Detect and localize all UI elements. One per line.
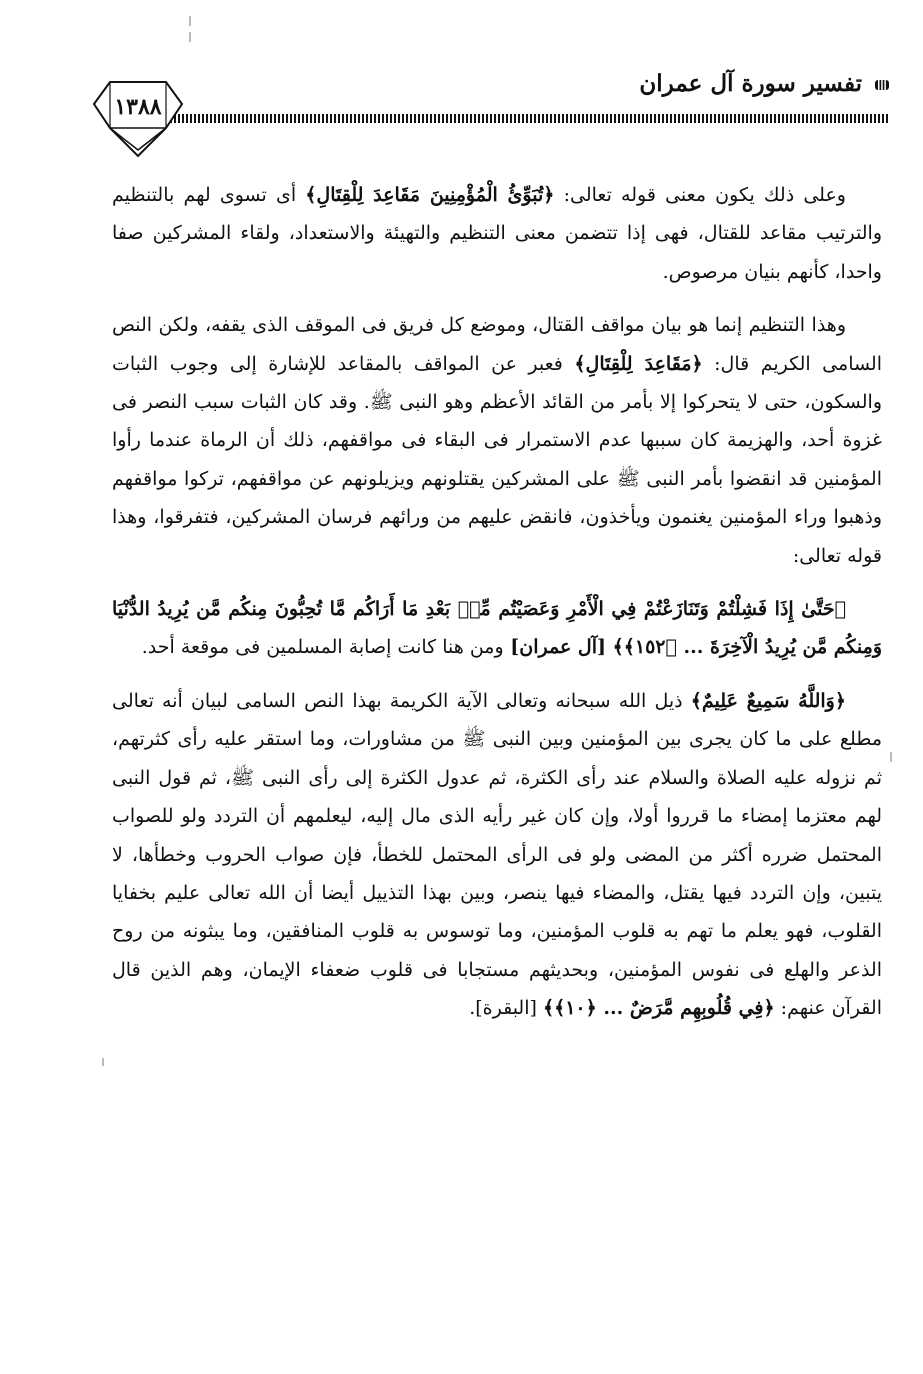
margin-tick-side-2 xyxy=(890,752,892,762)
quran-verse: ﴿مَقَاعِدَ لِلْقِتَالِ﴾ xyxy=(574,352,703,375)
quran-verse: ﴿وَاللَّهُ سَمِيعٌ عَلِيمٌ﴾ xyxy=(690,689,846,712)
running-title-text: تفسير سورة آل عمران xyxy=(639,70,862,97)
paragraph-2 xyxy=(112,306,882,575)
surah-reference: [البقرة]. xyxy=(469,997,543,1020)
page-header xyxy=(100,60,890,160)
body-text xyxy=(112,176,882,1043)
paragraph-1 xyxy=(112,176,882,291)
text-run: ذيل الله سبحانه وتعالى الآية الكريمة بهذا النص السامى لبيان أنه تعالى مطلع على ما كان يجرى بين المؤمنين وبين النبى ﷺ من مشاورات، وما استقر عليه رأى كثرتهم، ثم نزوله عليه الصلاة والسلام عند رأى الكثرة، ثم عدول الكثرة إلى رأى النبى ﷺ، ثم قول النبى لهم معتزما إمضاء ما قرروا أولا، وإن كان غير رأيه الذى مال إليه، ليعلمهم أن التردد ولو للصواب المحتمل ضرره أكثر من المضى ولو فى الرأى المحتمل للخطأ، فإن صواب الحروب وخطأها، لا يتبين، وإن التردد فيها يقتل، والمضاء فيها ينصر، وبين بهذا التذييل أيضا أن الله تعالى عليم بخفايا القلوب، فهو يعلم ما تهم به قلوب المؤمنين، وما توسوس به قلوب المنافقين، وما يبثونه من روح الذعر والهلع فى نفوس المؤمنين، وبحديثهم مستجابا فى قلوب ضعفاء الإيمان، وهم الذين قال القرآن عنهم: xyxy=(112,689,882,1020)
title-ornament-icon xyxy=(874,77,890,93)
quran-verse: ﴿حَتَّىٰ إِذَا فَشِلْتُمْ وَتَنَازَعْتُمْ فِي الْأَمْرِ وَعَصَيْتُم مِّنۢ بَعْدِ مَا أَرَاكُم مَّا تُحِبُّونَ مِنكُم مَّن يُرِيدُ الدُّنْيَا وَمِنكُم مَّن يُرِيدُ الْآخِرَةَ ... ﴿١٥٢﴾﴾ xyxy=(112,598,882,659)
running-title xyxy=(639,70,890,97)
paragraph-4 xyxy=(112,682,882,1028)
quran-verse: ﴿فِي قُلُوبِهِم مَّرَضٌ ... ﴿١٠﴾﴾ xyxy=(542,997,775,1020)
margin-tick-top-2 xyxy=(189,32,191,42)
surah-reference: [آل عمران] xyxy=(503,636,613,659)
text-run: فعبر عن المواقف بالمقاعد للإشارة إلى وجوب الثبات والسكون، حتى لا يتحركوا إلا بأمر من القائد الأعظم وهو النبى ﷺ. وقد كان الثبات سبب النصر فى غزوة أحد، والهزيمة كان سببها عدم الاستمرار فى البقاء فى مواقفهم، ذلك أن الرماة عندما رأوا المؤمنين قد انقضوا بأمر النبى ﷺ على المشركين يقتلونهم ويزيلونهم عن مواقفهم، تركوا مواقفهم وذهبوا وراء المؤمنين يغنمون ويأخذون، فانقض عليهم من ورائهم فرسان المشركين، فتفرقوا، وهذا قوله تعالى: xyxy=(112,352,882,567)
text-run: أى تسوى لهم بالتنظيم والترتيب مقاعد للقتال، فهى إذا تتضمن معنى التنظيم والتهيئة والاستعداد، ولقاء المشركين صفا واحدا، كأنهم بنيان مرصوص. xyxy=(112,184,882,283)
text-run: وهذا التنظيم إنما هو بيان مواقف القتال، وموضع كل فريق فى الموقف الذى يقفه، ولكن النص السامى الكريم قال: xyxy=(112,314,882,375)
page-number: ١٣٨٨ xyxy=(114,94,162,120)
margin-tick-side xyxy=(102,1058,104,1066)
header-rule xyxy=(110,114,890,123)
text-run: وعلى ذلك يكون معنى قوله تعالى: xyxy=(554,184,846,206)
page-number-badge xyxy=(88,74,188,160)
quran-verse: ﴿تُبَوِّئُ الْمُؤْمِنِينَ مَقَاعِدَ لِلْقِتَالِ﴾ xyxy=(305,184,555,206)
text-run: ومن هنا كانت إصابة المسلمين فى موقعة أحد. xyxy=(141,636,504,659)
paragraph-3 xyxy=(112,590,882,667)
margin-tick-top xyxy=(189,16,191,26)
